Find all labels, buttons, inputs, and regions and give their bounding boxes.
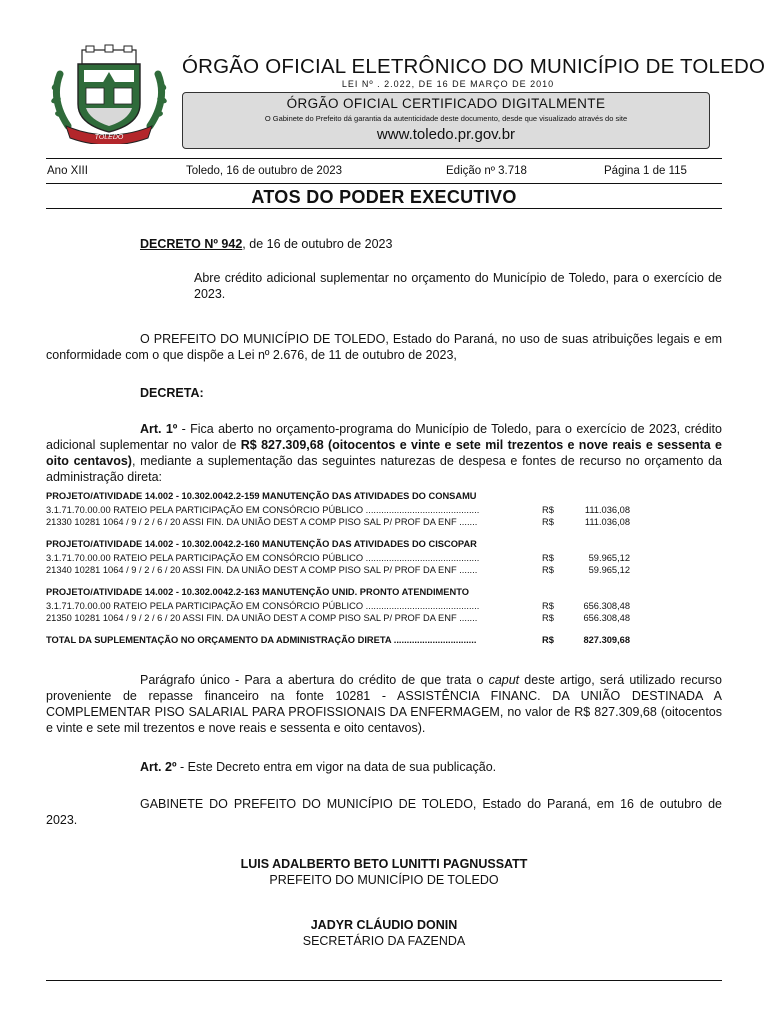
article-2 xyxy=(140,759,496,775)
table-row: 21340 10281 1064 / 9 / 2 / 6 / 20 ASSI FIN. DA UNIÃO DEST A COMP PISO SAL P/ PROF DA ENF ....... R$ 59.965,12 xyxy=(46,565,630,575)
decree-date: , de 16 de outubro de 2023 xyxy=(242,237,393,251)
article-1-text-b: , mediante a suplementação das seguintes naturezas de despesa e fontes de recurso no orçamento da administração direta: xyxy=(46,454,722,484)
decree-preamble: O PREFEITO DO MUNICÍPIO DE TOLEDO, Estado do Paraná, no uso de suas atribuições legais e em conformidade com o que dispõe a Lei nº 2.676, de 11 de outubro de 2023, xyxy=(46,332,722,362)
decree-summary: Abre crédito adicional suplementar no orçamento do Município de Toledo, para o exercício de 2023. xyxy=(194,271,722,301)
project-title: PROJETO/ATIVIDADE 14.002 - 10.302.0042.2-163 MANUTENÇÃO UNID. PRONTO ATENDIMENTO xyxy=(46,587,469,597)
section-title: ATOS DO PODER EXECUTIVO xyxy=(251,187,517,207)
issue-year: Ano XIII xyxy=(47,165,88,177)
secretary-name: JADYR CLÁUDIO DONIN xyxy=(310,918,458,932)
total-row: TOTAL DA SUPLEMENTAÇÃO NO ORÇAMENTO DA ADMINISTRAÇÃO DIRETA ................................ R$ 827.309,68 xyxy=(46,635,630,645)
article-1-label: Art. 1º xyxy=(140,422,178,436)
project-title: PROJETO/ATIVIDADE 14.002 - 10.302.0042.2-159 MANUTENÇÃO DAS ATIVIDADES DO CONSAMU xyxy=(46,491,477,501)
mayor-role: PREFEITO DO MUNICÍPIO DE TOLEDO xyxy=(269,873,499,887)
website-link[interactable]: www.toledo.pr.gov.br xyxy=(376,126,516,143)
gazette-law-reference: LEI Nº . 2.022, DE 16 DE MARÇO DE 2010 xyxy=(341,79,555,89)
mayor-name: LUIS ADALBERTO BETO LUNITTI PAGNUSSATT xyxy=(240,857,528,871)
sole-paragraph-text-a: Parágrafo único - Para a abertura do crédito de que trata o xyxy=(140,673,489,687)
project-title: PROJETO/ATIVIDADE 14.002 - 10.302.0042.2-160 MANUTENÇÃO DAS ATIVIDADES DO CISCOPAR xyxy=(46,539,477,549)
sole-paragraph xyxy=(46,672,722,736)
article-2-text: - Este Decreto entra em vigor na data de sua publicação. xyxy=(176,760,497,774)
info-divider xyxy=(46,183,722,184)
table-row: 3.1.71.70.00.00 RATEIO PELA PARTICIPAÇÃO EM CONSÓRCIO PÚBLICO ............................................ R$ 59.965,12 xyxy=(46,553,630,563)
section-divider xyxy=(46,208,722,209)
article-2-label: Art. 2º xyxy=(140,760,177,774)
page-number: Página 1 de 115 xyxy=(604,165,687,177)
article-1-text-a: - Fica aberto no orçamento-programa do Município de Toledo, para o exercício de 2023, crédito adicional suplementar no valor de xyxy=(46,422,722,452)
closing-statement: GABINETE DO PREFEITO DO MUNICÍPIO DE TOLEDO, Estado do Paraná, em 16 de outubro de 2023. xyxy=(46,797,722,827)
issue-date: Toledo, 16 de outubro de 2023 xyxy=(186,165,343,177)
gazette-title: ÓRGÃO OFICIAL ELETRÔNICO DO MUNICÍPIO DE TOLEDO xyxy=(182,55,766,78)
table-row: 3.1.71.70.00.00 RATEIO PELA PARTICIPAÇÃO EM CONSÓRCIO PÚBLICO ............................................ R$ 656.308,48 xyxy=(46,601,630,611)
budget-table xyxy=(46,490,646,648)
table-row: 3.1.71.70.00.00 RATEIO PELA PARTICIPAÇÃO EM CONSÓRCIO PÚBLICO ............................................ R$ 111.036,08 xyxy=(46,505,630,515)
certification-title: ÓRGÃO OFICIAL CERTIFICADO DIGITALMENTE xyxy=(286,96,606,111)
decree-number: DECRETO Nº 942 xyxy=(140,237,243,251)
table-row: 21350 10281 1064 / 9 / 2 / 6 / 20 ASSI FIN. DA UNIÃO DEST A COMP PISO SAL P/ PROF DA ENF ....... R$ 656.308,48 xyxy=(46,613,630,623)
article-1-amount: R$ 827.309,68 (oitocentos e vinte e sete mil trezentos e nove reais e sessenta e oito centavos) xyxy=(46,438,722,468)
article-1 xyxy=(46,421,722,485)
table-row: 21330 10281 1064 / 9 / 2 / 6 / 20 ASSI FIN. DA UNIÃO DEST A COMP PISO SAL P/ PROF DA ENF ....... R$ 111.036,08 xyxy=(46,517,630,527)
secretary-role: SECRETÁRIO DA FAZENDA xyxy=(302,934,466,948)
svg-text:TOLEDO: TOLEDO xyxy=(94,134,124,141)
decreta-label: DECRETA: xyxy=(140,386,204,400)
edition-number: Edição nº 3.718 xyxy=(446,165,527,177)
decree-heading xyxy=(140,236,392,252)
footer-divider xyxy=(46,980,722,981)
toledo-coat-of-arms-icon xyxy=(46,44,172,144)
certification-text: O Gabinete do Prefeito dá garantia da autenticidade deste documento, desde que visualizado através do site xyxy=(264,114,628,123)
caput-term: caput xyxy=(488,673,520,687)
header-divider xyxy=(46,158,722,159)
sole-paragraph-text-b: deste artigo, será utilizado recurso proveniente de repasse financeiro na fonte 10281 - ASSISTÊNCIA FINANC. DA UNIÃO DESTINADA A COMPLEMENTAR PISO SALARIAL PARA PROFISSIONAIS DA ENFERMAGEM, no valor de R$ 827.309,68 (oitocentos e vinte e sete mil trezentos e nove reais e sessenta e oito centavos). xyxy=(46,673,722,735)
certification-box xyxy=(182,92,710,149)
